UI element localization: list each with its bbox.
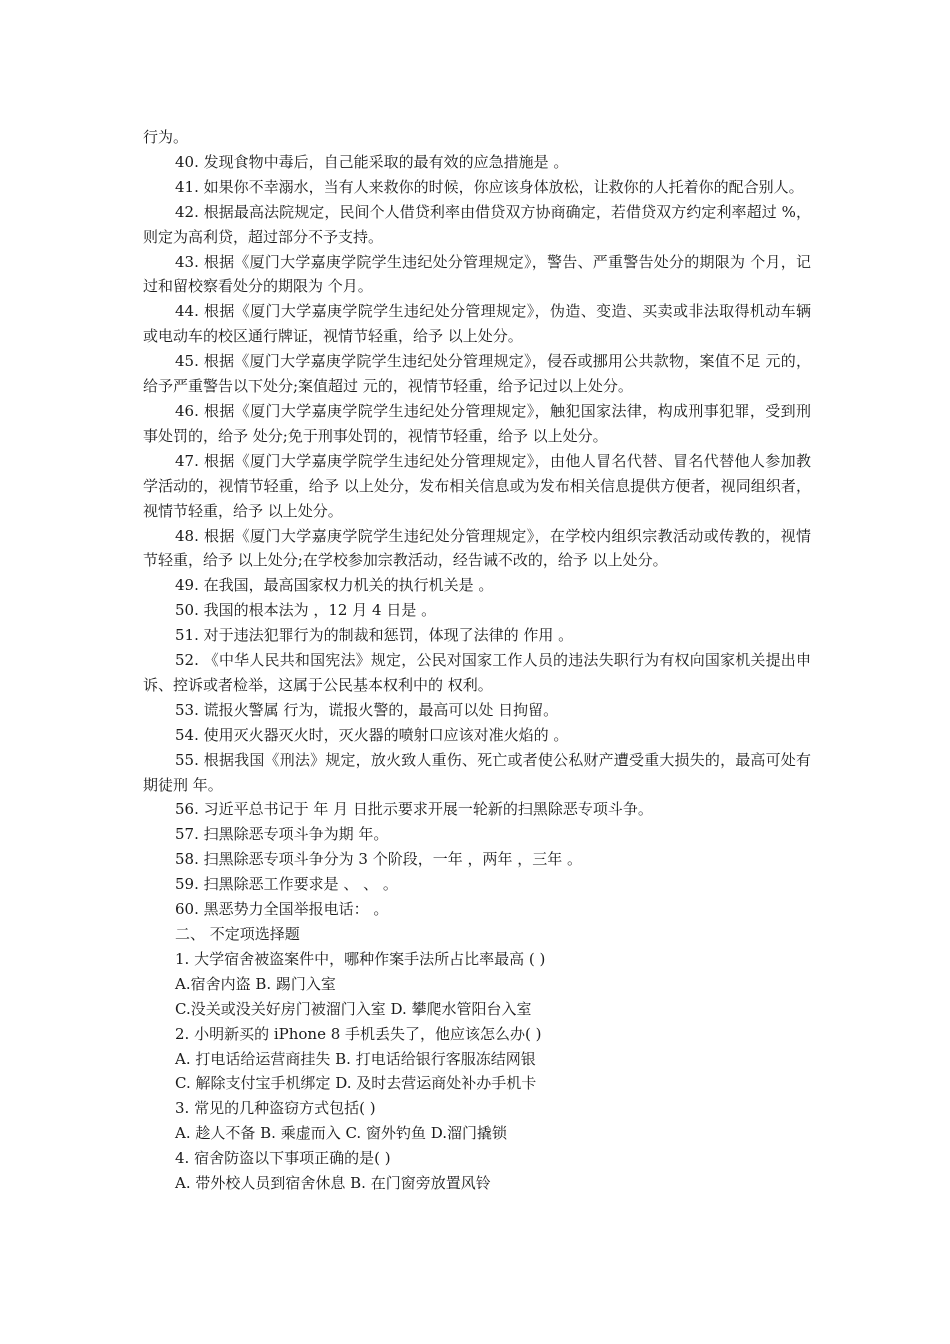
question-60: 60. 黑恶势力全国举报电话： 。	[175, 900, 389, 919]
question-53: 53. 谎报火警属 行为，谎报火警的，最高可以处 日拘留。	[175, 700, 559, 719]
mc-question-3-options: A. 趁人不备 B. 乘虚而入 C. 窗外钓鱼 D.溜门撬锁	[175, 1124, 507, 1143]
question-44: 44. 根据《厦门大学嘉庚学院学生违纪处分管理规定》，伪造、变造、买卖或非法取得机动车辆或电动车的校区通行牌证，视情节轻重，给予 以上处分。	[143, 302, 811, 346]
section-heading-multiple-choice: 二、 不定项选择题	[175, 925, 300, 943]
question-45: 45. 根据《厦门大学嘉庚学院学生违纪处分管理规定》，侵吞或挪用公共款物，案值不足 元的，给予严重警告以下处分;案值超过 元的，视情节轻重，给予记过以上处分。	[143, 352, 811, 396]
question-46: 46. 根据《厦门大学嘉庚学院学生违纪处分管理规定》，触犯国家法律，构成刑事犯罪，受到刑事处罚的，给予 处分;免于刑事处罚的，视情节轻重，给予 以上处分。	[143, 401, 811, 445]
question-49: 49. 在我国，最高国家权力机关的执行机关是 。	[175, 576, 494, 595]
mc-question-2-options-cd: C. 解除支付宝手机绑定 D. 及时去营运商处补办手机卡	[175, 1074, 537, 1093]
paragraph-continuation: 行为。	[143, 128, 189, 146]
document-body	[143, 125, 811, 1196]
question-51: 51. 对于违法犯罪行为的制裁和惩罚，体现了法律的 作用 。	[175, 626, 574, 645]
mc-question-4: 4. 宿舍防盗以下事项正确的是( )	[175, 1149, 391, 1168]
mc-question-2: 2. 小明新买的 iPhone 8 手机丢失了，他应该怎么办( )	[175, 1024, 542, 1043]
question-57: 57. 扫黑除恶专项斗争为期 年。	[175, 825, 389, 844]
question-41: 41. 如果你不幸溺水，当有人来救你的时候，你应该身体放松，让救你的人托着你的配合别人。	[175, 177, 804, 196]
mc-question-1-options-ab: A.宿舍内盗 B. 踢门入室	[175, 974, 336, 993]
question-42: 42. 根据最高法院规定，民间个人借贷利率由借贷双方协商确定，若借贷双方约定利率超过 %，则定为高利贷，超过部分不予支持。	[143, 202, 811, 246]
question-40: 40. 发现食物中毒后，自己能采取的最有效的应急措施是 。	[175, 152, 569, 171]
question-59: 59. 扫黑除恶工作要求是 、 、 。	[175, 875, 398, 894]
question-47: 47. 根据《厦门大学嘉庚学院学生违纪处分管理规定》，由他人冒名代替、冒名代替他人参加教学活动的，视情节轻重，给予 以上处分，发布相关信息或为发布相关信息提供方便者，视同组织者，视情节轻重，给予 以上处分。	[143, 451, 811, 520]
mc-question-2-options-ab: A. 打电话给运营商挂失 B. 打电话给银行客服冻结网银	[175, 1049, 536, 1068]
mc-question-1-options-cd: C.没关或没关好房门被溜门入室 D. 攀爬水管阳台入室	[175, 999, 532, 1018]
mc-question-4-options-ab: A. 带外校人员到宿舍休息 B. 在门窗旁放置风铃	[175, 1174, 491, 1193]
question-55: 55. 根据我国《刑法》规定，放火致人重伤、死亡或者使公私财产遭受重大损失的，最高可处有期徒刑 年。	[143, 750, 811, 794]
question-43: 43. 根据《厦门大学嘉庚学院学生违纪处分管理规定》，警告、严重警告处分的期限为 个月，记过和留校察看处分的期限为 个月。	[143, 252, 811, 296]
question-58: 58. 扫黑除恶专项斗争分为 3 个阶段，一年 ，两年 ，三年 。	[175, 850, 583, 869]
mc-question-1: 1. 大学宿舍被盗案件中，哪种作案手法所占比率最高 ( )	[175, 949, 546, 968]
question-54: 54. 使用灭火器灭火时，灭火器的喷射口应该对准火焰的 。	[175, 725, 569, 744]
question-48: 48. 根据《厦门大学嘉庚学院学生违纪处分管理规定》，在学校内组织宗教活动或传教的，视情节轻重，给予 以上处分;在学校参加宗教活动，经告诫不改的，给予 以上处分。	[143, 526, 811, 570]
question-52: 52. 《中华人民共和国宪法》规定，公民对国家工作人员的违法失职行为有权向国家机关提出申诉、控诉或者检举，这属于公民基本权利中的 权利。	[143, 651, 811, 694]
mc-question-3: 3. 常见的几种盗窃方式包括( )	[175, 1099, 376, 1118]
question-50: 50. 我国的根本法为 ，12 月 4 日是 。	[175, 601, 437, 620]
question-56: 56. 习近平总书记于 年 月 日批示要求开展一轮新的扫黑除恶专项斗争。	[175, 800, 653, 819]
